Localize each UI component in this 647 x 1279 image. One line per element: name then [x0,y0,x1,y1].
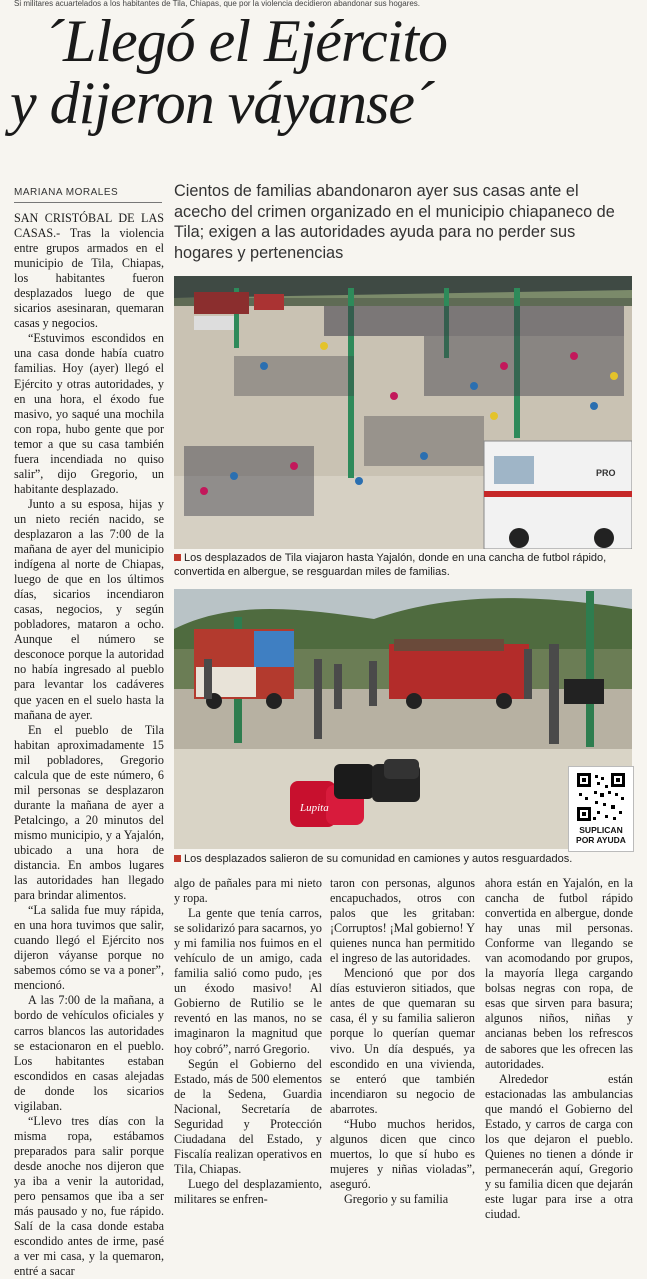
paragraph: “Hubo muchos heridos, algunos dicen que cinco muertos, lo que sí hubo es mujeres y niñas violadas”, aseguró. [330,1116,475,1191]
paragraph: algo de pañales para mi nieto y ropa. [174,876,322,906]
ambulance-text: PRO [596,468,616,478]
paragraph: En el pueblo de Tila habitan aproximadamente 15 mil pobladores, Gregorio calcula que de este número, 6 mil personas se desplazaron durante la mañana de ayer a Petalcingo, a 20 minutos del mismo municipio, y a Yajalón, ubicado a una hora de distancia. En ambos lugares las autoridades han llegado para brindar alimentos. [14,722,164,903]
photo2-caption-text: Los desplazados salieron de su comunidad en camiones y autos resguardados. [184,853,573,865]
caption-bullet-icon [174,855,181,862]
paragraph: ahora están en Yajalón, en la cancha de futbol rápido convertida en albergue, donde hay unas mil personas. Conforme van llegando se van acomodando por grupos, la mayoría llega cargando bolsas negras con ropa, de esas que sirven para basura; algunos niños, niñas y ancianas beben los refrescos de sabores que les ofrecen las autoridades. [485,876,633,1071]
qr-code-box[interactable] [568,766,634,852]
byline-rule [14,202,162,203]
article-column-1 [14,211,164,1279]
bag-text: Lupita [300,802,329,814]
top-strip: Si militares acuartelados a los habitantes de Tila, Chiapas, que por la violencia decidieron abandonar sus hogares. [14,0,421,8]
departure-image [174,589,632,849]
photo-shelter-court [174,276,632,549]
paragraph: A las 7:00 de la mañana, a bordo de vehículos oficiales y carros blancos las autoridades se estacionaron en el pueblo. Los habitantes estaban escondidos en casas alejadas de donde los sicarios vigilaban. [14,993,164,1113]
paragraph: Gregorio y su familia [344,1191,449,1206]
paragraph: “La salida fue muy rápida, en una hora tuvimos que salir, cuando llegó el Ejército nos dijeron váyanse porque no sabemos cómo se va a poner”, mencionó. [14,903,164,993]
shelter-court-image [174,276,632,549]
article-column-3 [330,876,475,1206]
paragraph: taron con personas, algunos encapuchados, otros con palos que les gritaban: ¡Corruptos! ¡Mal gobierno! Y quienes nunca han permitido el ingreso de las autoridades. [330,876,475,966]
qr-label: SUPLICAN POR AYUDA [576,825,626,845]
paragraph: Mencionó que por dos días estuvieron sitiados, que antes de que quemaran su casa, él y su familia salieron porque lo querían quemar vivo. Un día después, ya escondido en una vivienda, se enteró que también incendiaron su negocio de abarrotes. [330,966,475,1116]
headline-line-1: ´Llegó el Ejército [44,8,447,74]
paragraph: Junto a su esposa, hijas y un nieto recién nacido, se desplazaron a las 7:00 de la mañana de ayer del municipio indígena al norte de Chiapas, luego de que en los últimos días, sicarios incendiaron casas, negocios, y según pobladores, mataron a ocho. Aunque el número se desconoce porque la autoridad no había ingresado al pueblo para levantar los cadáveres que yacen en el suelo hasta la mañana de ayer. [14,496,164,722]
caption-bullet-icon [174,554,181,561]
photo1-caption [174,552,632,579]
paragraph: Según el Gobierno del Estado, más de 500 elementos de la Sedena, Guardia Nacional, Secretaría de Seguridad y Protección Ciudadana del Estado, y Fiscalía realizan operativos en Tila, Chiapas. [174,1056,322,1176]
photo1-caption-text: Los desplazados de Tila viajaron hasta Yajalón, donde en una cancha de futbol rápido, convertida en albergue, se resguardan miles de familias. [174,552,607,578]
qr-code-icon [577,773,625,821]
paragraph: SAN CRISTÓBAL DE LAS CASAS.- Tras la violencia entre grupos armados en el municipio de Tila, Chiapas, los habitantes fueron desplazados luego de que sicarios asesinaran, quemaran casas y negocios. [14,211,164,331]
paragraph: Luego del desplazamiento, militares se enfren- [174,1176,322,1206]
article-column-2 [174,876,322,1206]
headline-line-2: y dijeron váyanse´ [10,70,433,136]
photo2-caption [174,853,632,867]
subheadline: Cientos de familias abandonaron ayer sus casas ante el acecho del crimen organizado en el municipio chiapaneco de Tila; exigen a las autoridades ayuda para no perder sus hogares y pertenencias [174,182,615,262]
photo-departure [174,589,632,849]
headline [10,10,640,134]
paragraph: “Estuvimos escondidos en una casa donde había cuatro familias. Hoy (ayer) llegó el Ejército y otras autoridades, y en una hora, el éxodo fue masivo, yo saqué una mochila con ropa, hubo gente que por temor a que su casa también fuera incendiada no quiso salir”, dijo Gregorio, un habitante desplazado. [14,331,164,496]
byline: MARIANA MORALES [14,187,119,198]
article-column-4 [485,876,633,1222]
paragraph: La gente que tenía carros, se solidarizó para sacarnos, yo y mi familia nos fuimos en el vehículo de un amigo, cada familia salió como pudo, ¡es un éxodo masivo! Al Gobierno de Rutilio se le reventó en las manos, no se imaginaron la magnitud que hoy cobró”, narró Gregorio. [174,906,322,1056]
paragraph: Alrededor están estacionadas las ambulancias que mandó el Gobierno del Estado, y carros de carga con los que dejaron el pueblo. Quienes no tienen a dónde ir permanecerán aquí, Gregorio y su familia dicen que dejarán este lugar para irse a otra ciudad. [485,1071,633,1222]
paragraph: “Llevo tres días con la misma ropa, estábamos preparados para salir porque desde anoche nos dijeron que ya iba a venir la autoridad, pero pensamos que iba a ser más pausado y no, fue rápido. Salí de la casa donde estaba escondido antes de irme, pasé a ver mi casa, y la quemaron, entré a sacar [14,1113,164,1279]
